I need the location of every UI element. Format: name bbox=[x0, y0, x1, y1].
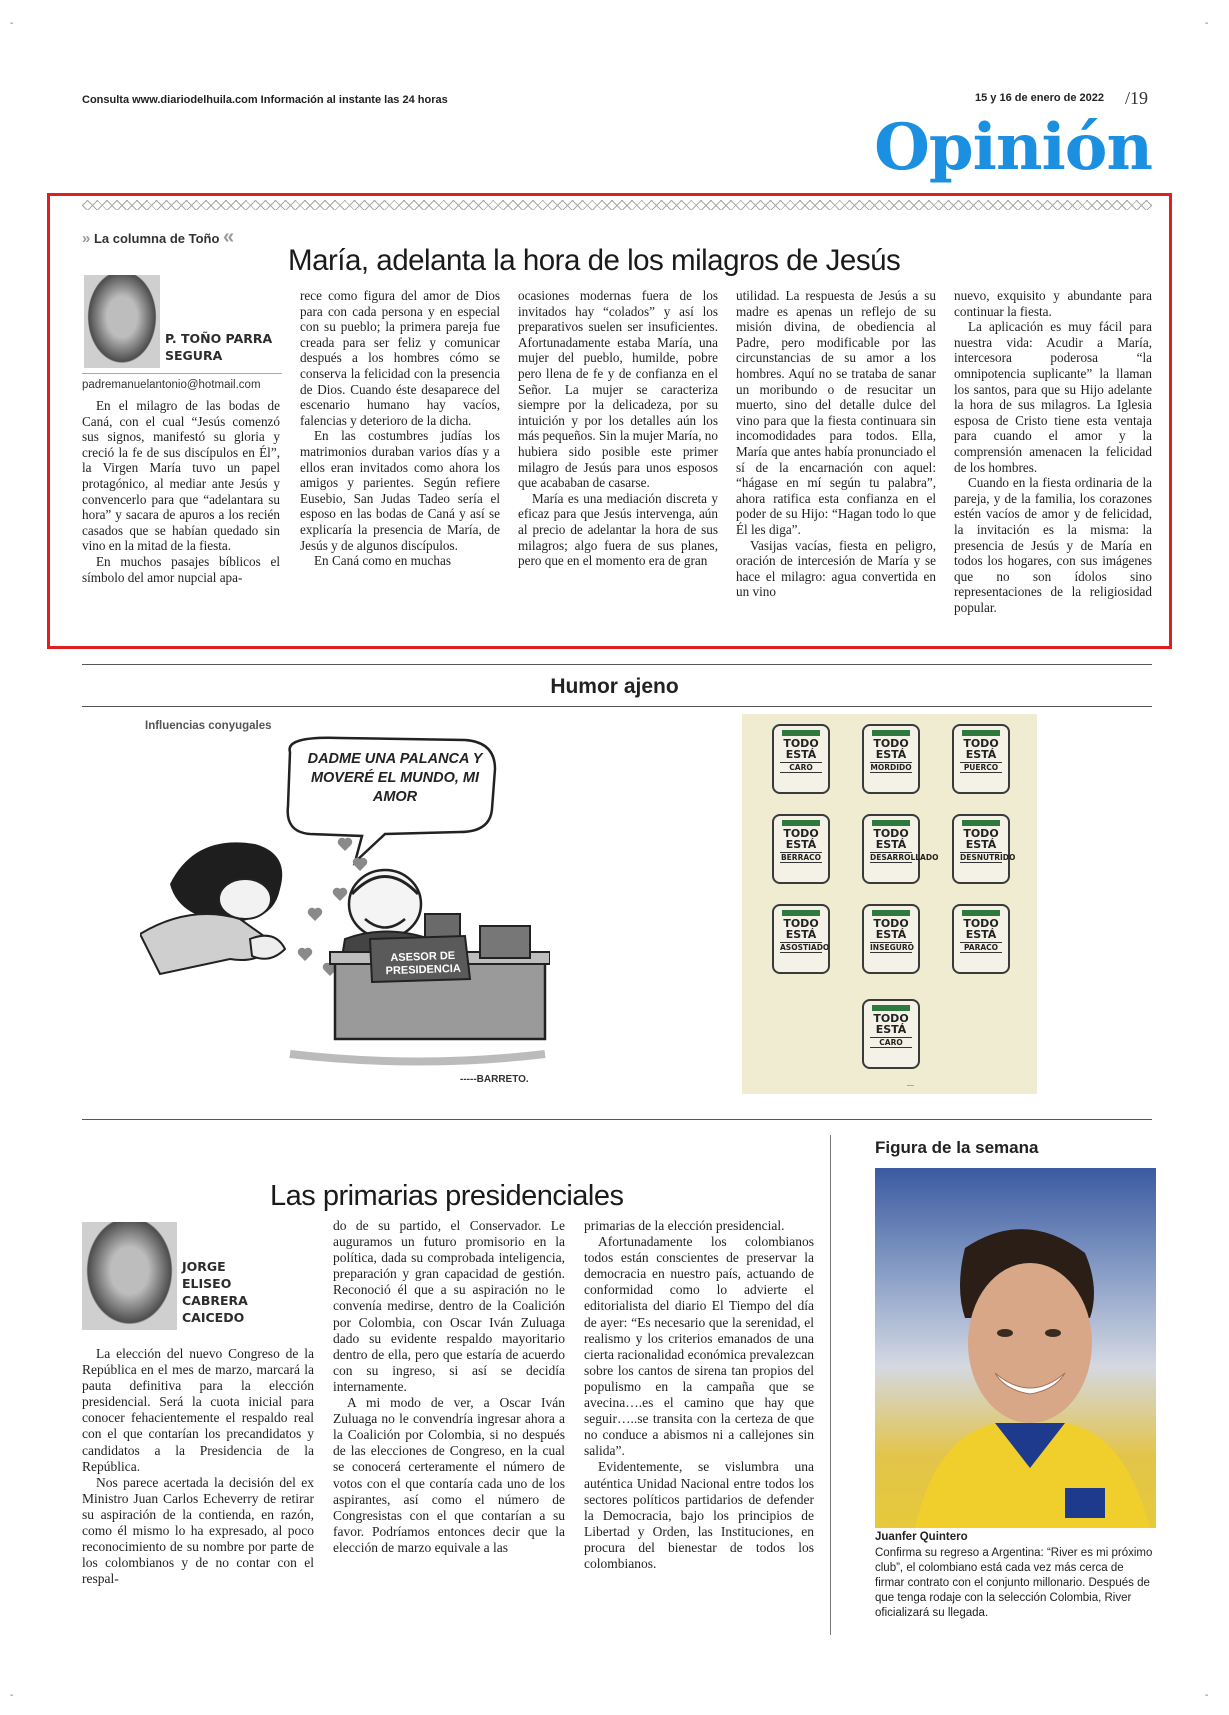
cartoon-stickers bbox=[742, 714, 1037, 1094]
sticker-todo-esta bbox=[952, 724, 1010, 794]
figure-caption: Confirma su regreso a Argentina: “River es mi próximo club”, el colombiano está cada vez más cerca de firmar contrato con el conjunto millonario. Después de que tenga rodaje con la selección Colombia, River oficializará su llegada. bbox=[875, 1547, 1153, 1619]
section-title: Opinión bbox=[874, 110, 1152, 185]
paragraph: Evidentemente, se vislumbra una auténtica Unidad Nacional entre todos los sectores políticos partidarios de defender la Democracia, bajo los principios de Libertad y Orden, las Instituciones, en procura del bienestar de todos los colombianos. bbox=[584, 1459, 814, 1571]
section-divider bbox=[82, 1119, 1152, 1120]
crop-mark: - bbox=[1205, 18, 1209, 29]
paragraph: primarias de la elección presidencial. bbox=[584, 1218, 785, 1233]
sticker-stripe bbox=[962, 730, 1000, 736]
sticker-line: TODO bbox=[873, 827, 909, 840]
cartoonist-signature-small: — bbox=[907, 1082, 914, 1089]
double-chevron-left-icon: « bbox=[223, 226, 235, 248]
sticker-line: TODO bbox=[783, 827, 819, 840]
paragraph: María es una mediación discreta y eficaz para que Jesús intervenga, aún al precio de adelantar la hora de sus milagros; algo fuera de sus planes, pero que en el momento era de gran bbox=[518, 490, 718, 569]
sticker-stripe bbox=[962, 910, 1000, 916]
author-name-line: ELISEO bbox=[182, 1276, 232, 1291]
sticker-stripe bbox=[872, 1005, 910, 1011]
sticker-word: MORDIDO bbox=[870, 763, 912, 772]
paragraph: La elección del nuevo Congreso de la República en el mes de marzo, marcará la pauta definitiva para la elección presidencial. Será la cuota inicial para conocer fehacientemente el respaldo real con el que contarían los precandidatos y candidatos a la Presidencia de la República. bbox=[82, 1346, 314, 1474]
sticker-line: ESTÁ bbox=[785, 748, 817, 761]
author-name bbox=[182, 1258, 248, 1326]
sticker-line: ESTÁ bbox=[965, 928, 997, 941]
sticker-word: PARACO bbox=[960, 942, 1002, 953]
sticker-todo-esta bbox=[772, 904, 830, 974]
paragraph: En Caná como en muchas bbox=[314, 553, 451, 569]
article-title: María, adelanta la hora de los milagros de Jesús bbox=[288, 244, 901, 277]
sticker-line: ESTÁ bbox=[965, 838, 997, 851]
column-kicker bbox=[82, 226, 234, 249]
sticker-todo-esta bbox=[952, 814, 1016, 884]
sticker-line: ESTÁ bbox=[875, 928, 907, 941]
paragraph: En muchos pasajes bíblicos el símbolo del amor nupcial apa- bbox=[82, 553, 280, 585]
sticker-line: ESTÁ bbox=[875, 748, 907, 761]
figure-title: Figura de la semana bbox=[875, 1138, 1039, 1157]
section-divider bbox=[82, 706, 1152, 707]
sticker-stripe bbox=[782, 910, 820, 916]
article-column bbox=[954, 288, 1152, 615]
speech-bubble-text: DADME UNA PALANCA Y MOVERÉ EL MUNDO, MI AMOR bbox=[307, 751, 483, 805]
paragraph: ocasiones modernas fuera de los invitados hay “colados” y así los preparativos suelen ser insuficientes. Afortunadamente estaba María, una mujer del pueblo, humilde, pobre pero llena de fe y de confianza en el Señor. La mujer se caracteriza siempre por la delicadeza, por su intuición y por los detalles aún los más pequeños. Sin la mujer María, no hubiera sido posible este primer milagro de Jesús para unos esposos que acababan de casarse. bbox=[518, 288, 718, 491]
sticker-todo-esta bbox=[862, 724, 920, 794]
sticker-line: ESTÁ bbox=[785, 838, 817, 851]
header-website-line: Consulta www.diariodelhuila.com Información al instante las 24 horas bbox=[82, 94, 448, 106]
sticker-todo-esta bbox=[862, 904, 920, 974]
article-column bbox=[82, 1346, 314, 1587]
sticker-line: TODO bbox=[963, 737, 999, 750]
decorative-border bbox=[82, 200, 1152, 210]
sticker-word: ASOSTIADO bbox=[780, 943, 830, 952]
author-name-line: P. TOÑO PARRA bbox=[165, 331, 273, 346]
sticker-line: TODO bbox=[963, 917, 999, 930]
author-name-line: CAICEDO bbox=[182, 1310, 245, 1325]
crop-mark: - bbox=[10, 18, 14, 29]
divider bbox=[82, 373, 282, 374]
paragraph: La aplicación es muy fácil para nuestra vida: Acudir a María, intercesora poderosa “la omnipotencia suplicante” la llaman los santos, para que su Hijo adelante la hora de sus milagros. La Iglesia esposa de Cristo tiene esta ventaja para cuando el amor y la comprensión amenacen la felicidad de los hombres. bbox=[954, 319, 1152, 475]
author-photo bbox=[82, 1222, 177, 1330]
paragraph: En el milagro de las bodas de Caná, con el cual “Jesús comenzó sus signos, manifestó su gloria y creció la fe de sus discípulos en Él”, la Virgen María tuvo un papel protagónico, al mediar ante Jesús y convencerlo para que “adelantara su hora” y sacara de apuros a los recién casados que se habían quedado sin vino en la mitad de la fiesta. bbox=[82, 398, 280, 554]
article-column bbox=[736, 288, 936, 600]
author-name-line: SEGURA bbox=[165, 348, 223, 363]
author-name-line: CABRERA bbox=[182, 1293, 248, 1308]
sticker-stripe bbox=[872, 820, 910, 826]
sticker-todo-esta bbox=[862, 814, 939, 884]
sticker-stripe bbox=[872, 730, 910, 736]
article-column bbox=[518, 288, 718, 569]
sticker-word: BERRACO bbox=[780, 853, 822, 862]
author-email: padremanuelantonio@hotmail.com bbox=[82, 379, 261, 391]
paragraph: Cuando en la fiesta ordinaria de la pareja, y de la familia, los corazones estén vacíos de amor y de felicidad, la invitación es la misma: la presencia de Jesús y de María en todos los hogares, con sus imágenes que no son ídolos sino representaciones de la religiosidad popular. bbox=[954, 475, 1152, 615]
sticker-word: INSEGURO bbox=[870, 943, 914, 952]
paragraph: utilidad. La respuesta de Jesús a su madre es apenas un reflejo de su misión divina, de obediencia al Padre, pero modificable por las circunstancias de su amor a los hombres. Aquí no se trataba de sanar un moribundo o de resucitar un muerto, sino del detalle dulce del vino para que la fiesta continuara sin incomodidades para todos. Ella, María que antes había pronunciado el sí de la encarnación con aquel: “hágase en mí según tu palabra”, ahora ratifica esta confianza en el poder de su Hijo: “Hagan todo lo que Él les diga”. bbox=[736, 288, 936, 537]
sticker-stripe bbox=[782, 820, 820, 826]
sticker-todo-esta bbox=[862, 999, 920, 1069]
author-name bbox=[165, 330, 272, 364]
desk-sign: ASESOR DE PRESIDENCIA bbox=[385, 949, 461, 978]
sticker-line: TODO bbox=[873, 1012, 909, 1025]
sticker-line: ESTÁ bbox=[875, 1023, 907, 1036]
sticker-line: TODO bbox=[873, 737, 909, 750]
sticker-stripe bbox=[872, 910, 910, 916]
sticker-line: TODO bbox=[873, 917, 909, 930]
crop-mark: - bbox=[1205, 1690, 1209, 1701]
sticker-stripe bbox=[962, 820, 1000, 826]
sticker-line: ESTÁ bbox=[965, 748, 997, 761]
header-date: 15 y 16 de enero de 2022 bbox=[975, 92, 1105, 104]
paragraph: do de su partido, el Conservador. Le auguramos un futuro promisorio en la política, dada su comprobada inteligencia, preparación y gran capacidad de gestión. Reconoció él que a su aspiración no le convenía medirse, dentro de la Coalición por Colombia, con Oscar Iván Zuluaga dado su evidente respaldo mayoritario dentro de ella, pero que estaría de acuerdo con su ingreso, si así se decidía internamente. bbox=[333, 1218, 565, 1394]
kicker-label: La columna de Toño bbox=[93, 231, 220, 246]
sticker-line: TODO bbox=[783, 737, 819, 750]
paragraph: A mi modo de ver, a Oscar Iván Zuluaga no le convendría ingresar ahora a la Coalición por Colombia, si no después de las elecciones de Congreso, en la cual se conocerá certeramente el número de votos con el que contaría cada uno de los aspirantes, así como el número de Congresistas con el que contarían a su favor. Podríamos entonces decir que la elección de marzo equivale a las bbox=[333, 1395, 565, 1555]
sticker-todo-esta bbox=[952, 904, 1010, 974]
author-photo bbox=[84, 275, 160, 368]
sticker-todo-esta bbox=[772, 724, 830, 794]
article-title: Las primarias presidenciales bbox=[270, 1180, 624, 1212]
column-divider bbox=[830, 1135, 831, 1635]
sticker-word: CARO bbox=[870, 1037, 912, 1048]
sticker-stripe bbox=[782, 730, 820, 736]
figure-name: Juanfer Quintero bbox=[875, 1531, 968, 1543]
sticker-word: PUERCO bbox=[960, 762, 1002, 773]
sticker-todo-esta bbox=[772, 814, 830, 884]
sticker-word: DESARROLLADO bbox=[870, 853, 939, 862]
cartoon-title: Influencias conyugales bbox=[145, 720, 272, 732]
sticker-word: CARO bbox=[780, 762, 822, 773]
paragraph: Vasijas vacías, fiesta en peligro, oración de intercesión de María y se hace el milagro: agua convertida en un vino bbox=[736, 537, 936, 600]
sticker-line: TODO bbox=[963, 827, 999, 840]
sticker-word: DESNUTRIDO bbox=[960, 853, 1016, 862]
crop-mark: - bbox=[10, 1690, 14, 1701]
cartoon-influencias bbox=[140, 714, 550, 1094]
author-name-line: JORGE bbox=[182, 1259, 226, 1274]
sticker-line: TODO bbox=[783, 917, 819, 930]
cartoonist-signature: -----BARRETO. bbox=[460, 1074, 529, 1085]
double-chevron-right-icon: » bbox=[82, 230, 91, 247]
paragraph: En las costumbres judías los matrimonios duraban varios días y a ellos eran invitados como ahora los amigos y parientes. Según refiere Eusebio, San Judas Tadeo sería el esposo en las bodas de Caná y así se explicaría la presencia de María, de Jesús y de algunos discípulos. bbox=[300, 428, 500, 553]
section-divider bbox=[82, 664, 1152, 665]
sticker-line: ESTÁ bbox=[785, 928, 817, 941]
article-column bbox=[584, 1218, 814, 1572]
page-number: /19 bbox=[1125, 88, 1149, 108]
paragraph: Afortunadamente los colombianos todos están conscientes de preservar la democracia en nuestro país, actuando de conformidad como lo advierte el editorialista del diario El Tiempo del día de ayer: “Es necesario que la serenidad, el realismo y los criterios emanados de una cierta racionalidad económica prevalezcan sobre los cantos de sirena tan propios del populismo en la campaña que se avecina….es el camino que hay que seguir…..se transita con la certeza de que no conduce a abismos ni a callejones sin salida”. bbox=[584, 1234, 814, 1459]
article-column bbox=[300, 288, 500, 569]
figure-photo bbox=[875, 1168, 1156, 1528]
sticker-line: ESTÁ bbox=[875, 838, 907, 851]
paragraph: rece como figura del amor de Dios para con cada persona y en especial con su pueblo; la primera pareja fue creada para ser feliz y comunicar después a los hombres cómo se conserva la felicidad con la presencia de Dios. Cuando éste desaparece del escenario humano hay vacíos, falencias y deterioro de la dicha. bbox=[300, 288, 500, 428]
paragraph: nuevo, exquisito y abundante para continuar la fiesta. bbox=[954, 288, 1152, 319]
player-illustration bbox=[875, 1168, 1156, 1528]
article-column bbox=[333, 1218, 565, 1556]
paragraph: Nos parece acertada la decisión del ex Ministro Juan Carlos Echeverry de retirar su aspiración de la contienda, en razón, como él mismo lo ha expresado, al poco reconocimiento de su nombre por parte de los colombianos y de no contar con el respal- bbox=[82, 1474, 314, 1587]
article-column bbox=[82, 398, 280, 585]
humor-title: Humor ajeno bbox=[550, 675, 679, 698]
